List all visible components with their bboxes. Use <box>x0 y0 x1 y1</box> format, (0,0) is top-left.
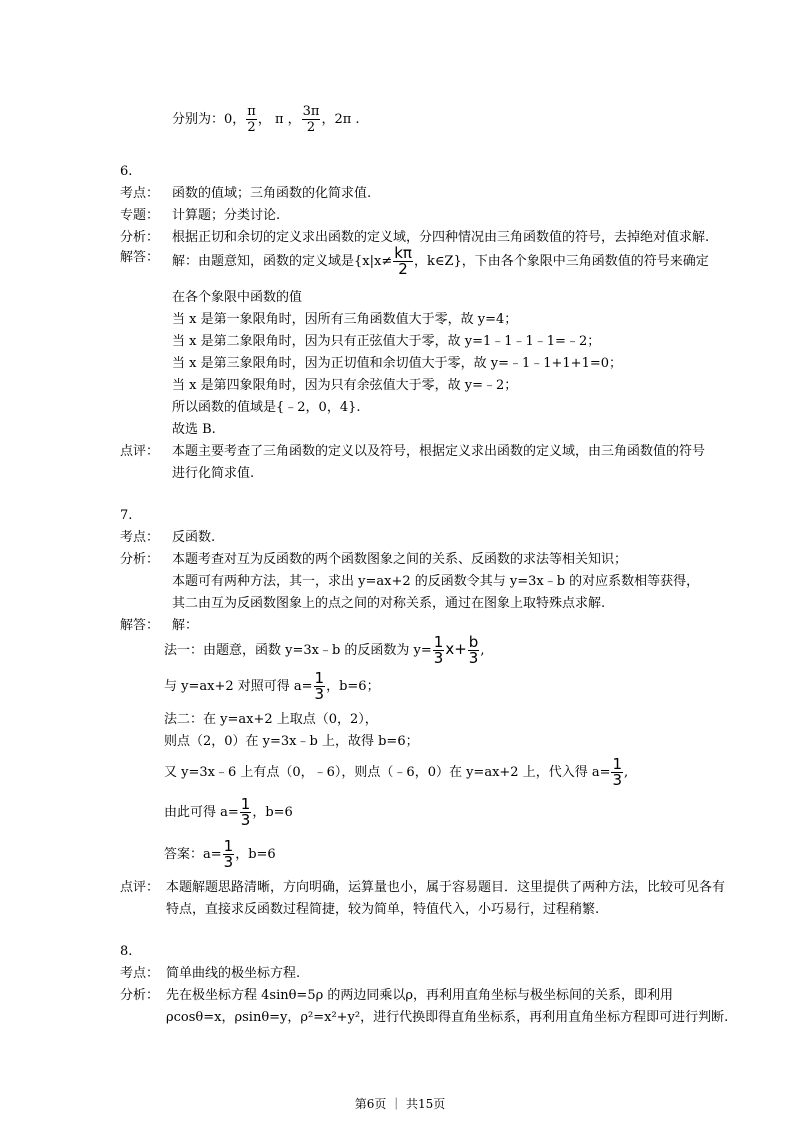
q6-jieda-pre: 解：由题意知，函数的定义域是{x|x≠ <box>172 254 393 269</box>
fraction-k-pi-over-2: $\frac{k\pi}{2}$ <box>394 244 412 278</box>
q6-dianping-1: 本题主要考查了三角函数的定义以及符号，根据定义求出函数的定义域，由三角函数值的符号 <box>172 444 706 459</box>
fraction-1-over-3: $\frac{1}{3}$ <box>314 669 325 703</box>
q7-fenxi-2: 本题可有两种方法，其一，求出 y=ax+2 的反函数令其与 y=3x﹣b 的对应系数相等获得， <box>172 574 700 589</box>
q8-fenxi-1: 先在极坐标方程 4sinθ=5ρ 的两边同乘以ρ，再利用直角坐标与极坐标间的关系，即利用 <box>166 988 674 1003</box>
q6-fenxi-label: 分析： <box>120 230 160 245</box>
fraction-pi-over-2: $\frac{\pi}{2}$ <box>247 104 256 135</box>
q7-method1 <box>164 632 484 668</box>
fraction-1-over-3: $\frac{1}{3}$ <box>612 755 623 789</box>
q7-answer-pre: 答案：a= <box>164 847 222 862</box>
fraction-1-over-3: $\frac{1}{3}$ <box>240 795 251 829</box>
q6-line-6: 所以函数的值域是{﹣2，0，4}. <box>172 400 361 415</box>
q7-method2-3-pre: 又 y=3x﹣6 上有点（0，﹣6），则点（﹣6，0）在 y=ax+2 上，代入得 a= <box>164 765 611 780</box>
q6-zhuanti-label: 专题： <box>120 208 160 223</box>
q7-dianping-2: 特点，直接求反函数过程简捷，较为简单，特值代入，小巧易行，过程稍繁. <box>166 902 600 917</box>
q7-dianping-label: 点评： <box>120 880 160 895</box>
q7-dianping-1: 本题解题思路清晰，方向明确，运算量也小，属于容易题目．这里提供了两种方法，比较可见各有 <box>166 880 726 895</box>
q7-method2-1: 法二：在 y=ax+2 上取点（0，2）， <box>164 712 378 727</box>
q7-fenxi-1: 本题考查对互为反函数的两个函数图象之间的关系、反函数的求法等相关知识； <box>172 552 628 567</box>
q6-number: 6. <box>120 164 133 179</box>
q8-kaodian-label: 考点： <box>120 966 160 981</box>
top-prefix: 分别为：0， <box>172 112 246 127</box>
q6-zhuanti-text: 计算题；分类讨论. <box>172 208 281 223</box>
q6-jieda-first <box>172 246 709 278</box>
q7-method1-pre: 法一：由题意，函数 y=3x﹣b 的反函数为 y= <box>164 643 432 658</box>
q6-kaodian-label: 考点： <box>120 186 160 201</box>
q6-line-1: 在各个象限中函数的值 <box>172 290 303 305</box>
q8-kaodian-text: 简单曲线的极坐标方程. <box>166 966 301 981</box>
q7-method2-3-post: , <box>624 765 629 780</box>
q8-number: 8. <box>120 944 133 959</box>
q7-kaodian-text: 反函数. <box>172 530 216 545</box>
top-suffix: ，2π . <box>321 112 360 127</box>
fraction-1-over-3: $\frac{1}{3}$ <box>223 837 234 871</box>
q7-result-pre: 由此可得 a= <box>164 805 239 820</box>
q7-fenxi-label: 分析： <box>120 552 160 567</box>
q6-fenxi-text: 根据正切和余切的定义求出函数的定义域，分四种情况由三角函数值的符号，去掉绝对值求解. <box>172 230 710 245</box>
q7-method1-post: , <box>480 643 485 658</box>
q6-kaodian-text: 函数的值域；三角函数的化简求值. <box>172 186 372 201</box>
q7-result <box>164 796 293 830</box>
top-line <box>172 102 360 138</box>
q6-line-5: 当 x 是第四象限角时，因为只有余弦值大于零，故 y=﹣2； <box>172 378 518 393</box>
q6-line-2: 当 x 是第一象限角时，因所有三角函数值大于零，故 y=4； <box>172 312 518 327</box>
q8-fenxi-2: ρcosθ=x，ρsinθ=y，ρ²=x²+y²，进行代换即得直角坐标系，再利用直角坐标方程即可进行判断. <box>166 1010 729 1025</box>
q7-method2-3 <box>164 756 628 790</box>
page-footer: 第6页 ｜ 共15页 <box>354 1097 446 1111</box>
fraction-b-over-3: $\frac{b}{3}$ <box>468 633 479 667</box>
q7-compare-pre: 与 y=ax+2 对照可得 a= <box>164 679 313 694</box>
q7-answer <box>164 838 276 872</box>
top-mid: ， π ， <box>257 112 301 127</box>
q7-method2-2: 则点（2，0）在 y=3x﹣b 上，故得 b=6； <box>164 734 419 749</box>
q7-compare <box>164 670 380 704</box>
q7-method1-mid: x+ <box>445 640 467 658</box>
q7-compare-post: ，b=6； <box>326 679 380 694</box>
q8-fenxi-label: 分析： <box>120 988 160 1003</box>
fraction-3pi-over-2: $\frac{3\pi}{2}$ <box>302 104 320 135</box>
q6-jieda-label: 解答： <box>120 250 160 265</box>
q6-jieda-post: ，k∈Z}，下由各个象限中三角函数值的符号来确定 <box>413 254 709 269</box>
q7-number: 7. <box>120 508 133 523</box>
q6-line-4: 当 x 是第三象限角时，因为正切值和余切值大于零，故 y=﹣1﹣1+1+1=0； <box>172 356 622 371</box>
q6-dianping-2: 进行化简求值. <box>172 466 255 481</box>
q6-line-3: 当 x 是第二象限角时，因为只有正弦值大于零，故 y=1﹣1﹣1﹣1=﹣2； <box>172 334 601 349</box>
q7-kaodian-label: 考点： <box>120 530 160 545</box>
q7-jieda-text: 解： <box>172 618 199 633</box>
fraction-1-over-3: $\frac{1}{3}$ <box>433 633 444 667</box>
q6-line-7: 故选 B. <box>172 422 216 437</box>
q6-dianping-label: 点评： <box>120 444 160 459</box>
q7-result-post: ，b=6 <box>252 805 293 820</box>
q7-jieda-label: 解答： <box>120 618 160 633</box>
q7-fenxi-3: 其二由互为反函数图象上的点之间的对称关系，通过在图象上取特殊点求解. <box>172 596 606 611</box>
q7-answer-post: ，b=6 <box>235 847 276 862</box>
